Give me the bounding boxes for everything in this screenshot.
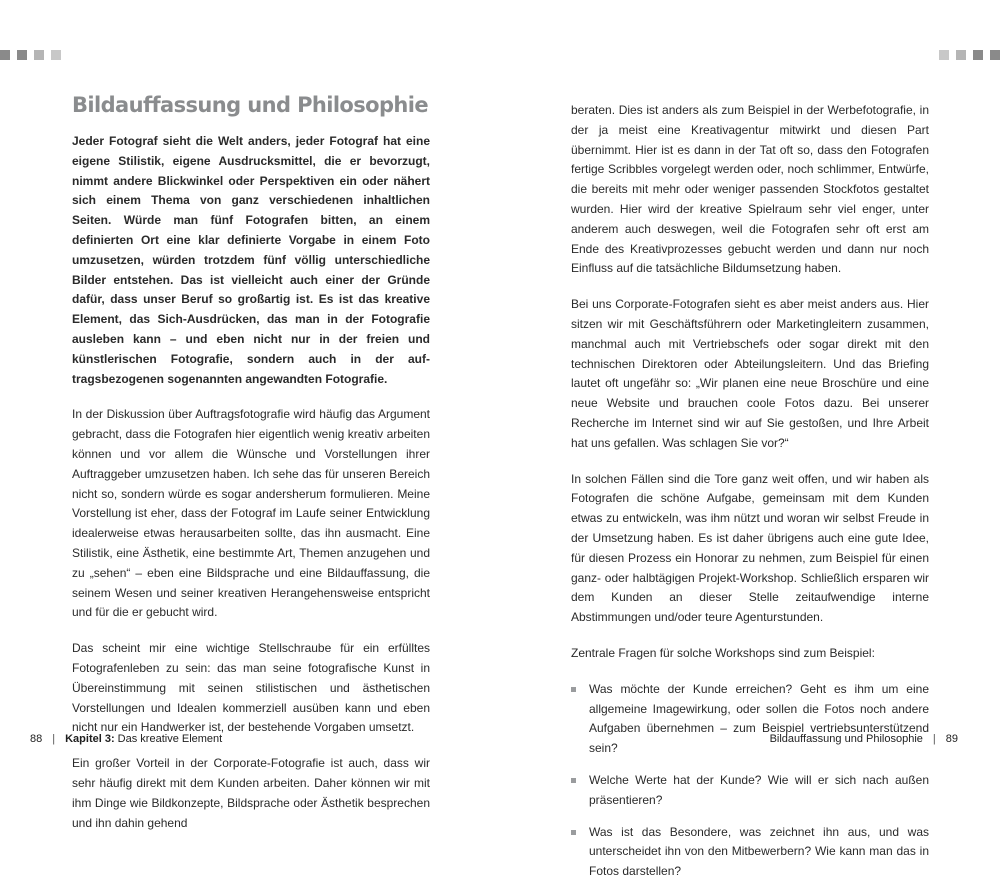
- body-paragraph: Ein großer Vorteil in der Corporate-Fotografie ist auch, dass wir sehr häufig direkt mit dem Kunden arbeiten. Daher können wir mit ihm Dinge wie Bildkonzepte, Bildsprache oder Ästhetik besprechen und ihn dahin gehend: [72, 756, 430, 830]
- question-list: [571, 680, 929, 882]
- body-paragraph: Bei uns Corporate-Fotografen sieht es aber meist anders aus. Hier sitzen wir mit Geschäftsführern oder Marketingleitern zusammen, manchmal auch mit Vertriebschefs oder sogar direkt mit den technischen Direktoren oder Abteilungsleitern. Und das Briefing lautet oft ungefähr so: „Wir planen eine neue Broschüre und eine neue Website und brauchen coole Fotos dazu. Bei unserer Recherche im Internet sind wir auf Sie gestoßen, und Ihre Arbeit hat uns gefallen. Was schlagen Sie vor?“: [571, 297, 929, 450]
- left-page-number: 88: [30, 733, 43, 745]
- decor-square: [17, 50, 27, 60]
- right-page-number: 89: [945, 733, 958, 745]
- footer-separator: |: [932, 733, 936, 745]
- square-bullet-icon: [571, 830, 576, 835]
- square-bullet-icon: [571, 687, 576, 692]
- left-page-decoration: [0, 50, 61, 60]
- body-paragraph: beraten. Dies ist anders als zum Beispiel in der Werbefotografie, in der ja meist eine Kreativagentur mitwirkt und diesen Part übernimmt. Hier ist es dann in der Tat oft so, dass den Fotografen fertige Scribbles vorgelegt werden oder, noch schlimmer, Entwürfe, die bereits mit mehr oder weniger passenden Stockfotos gestaltet wurden. Hier wird der kreative Spielraum sehr viel enger, unter anderem auch deswegen, weil die Fotografen sehr oft erst am Ende des Kreativprozesses gebucht werden und dann nur noch Einfluss auf die tatsächliche Bildumsetzung haben.: [571, 103, 929, 276]
- decor-square: [51, 50, 61, 60]
- decor-square: [973, 50, 983, 60]
- list-item: [571, 771, 929, 811]
- body-paragraph: In solchen Fällen sind die Tore ganz weit offen, und wir haben als Fotografen die schöne Aufgabe, gemeinsam mit dem Kunden etwas zu entwickeln, was ihm nützt und woran wir selbst Freude in der Umsetzung haben. Es ist daher übrigens auch eine gute Idee, für diesen Prozess ein Honorar zu nehmen, zum Beispiel für einen ganz- oder halbtägigen Projekt-Workshop. Schließlich ersparen wir dem Kunden an dieser Stelle zeitaufwendige interne Abstimmungen und/oder teure Agenturstunden.: [571, 471, 929, 625]
- body-paragraph: In der Diskussion über Auftragsfotografie wird häufig das Argument gebracht, dass die Fotografen hier eigentlich wenig kreativ arbeiten können und vor allem die Wünsche und Vorstellungen ihrer Auftraggeber umzusetzen haben. Ich sehe das für unseren Bereich nicht so, sondern würde es sogar andersherum formulieren. Meine Vorstellung ist eher, dass der Fotograf im Laufe seiner Entwicklung idealerweise etwas herausarbeiten sollte, das ihn ausmacht. Eine Stilistik, eine Ästhetik, eine bestimmte Art, Themen anzugehen und zu „sehen“ – eben eine Bildsprache und eine Bildauffassung, die seinem Wesen und seiner kreativen Herangehensweise entspricht und für die er gebucht wird.: [72, 407, 430, 620]
- decor-square: [34, 50, 44, 60]
- right-page-body: [571, 101, 929, 894]
- decor-square: [956, 50, 966, 60]
- body-paragraph: Das scheint mir eine wichtige Stellschraube für ein erfülltes Fotografenleben zu sein: das man seine fotografische Kunst in Übereinstimmung mit seinen stilistischen und ästhetischen Vorstellungen und Idealen kommerziell ausüben kann und eben nicht nur ein Handwerker ist, der bestehende Vorgaben umsetzt.: [72, 641, 430, 735]
- left-footer: [30, 733, 222, 745]
- section-heading: Bildauffassung und Philosophie: [72, 93, 429, 117]
- left-page: [72, 0, 430, 830]
- footer-separator: |: [52, 733, 56, 745]
- list-item-text: Welche Werte hat der Kunde? Wie will er sich nach außen präsentieren?: [589, 772, 929, 807]
- list-item: [571, 823, 929, 882]
- running-section-title: Bildauffassung und Philosophie: [769, 733, 923, 745]
- chapter-title: Das kreative Element: [114, 733, 223, 745]
- body-paragraph: Zentrale Fragen für solche Workshops sind zum Beispiel:: [571, 645, 875, 660]
- right-page-decoration: [939, 50, 1000, 60]
- lead-paragraph: Jeder Fotograf sieht die Welt anders, jeder Fotograf hat eine eigene Stilistik, eigene Ausdrucksmittel, die er bevorzugt, nimmt andere Blickwinkel oder Perspektiven ein oder nähert sich einem Thema von ganz verschiedenen inhaltlichen Seiten. Würde man fünf Fotografen bitten, an einem definierten Ort eine klar definierte Vorgabe in einem Foto umzusetzen, würden trotzdem fünf völlig unterschiedliche Bilder entstehen. Das ist vielleicht auch einer der Gründe dafür, dass unser Beruf so großartig ist. Es ist das kreative Element, das Sich-Ausdrücken, das man in der Fotografie ausleben kann – und eben nicht nur in der freien und künstlerischen Fotografie, sondern auch in der auftragsbezogenen sogenannten angewandten Fotografie.: [72, 134, 430, 386]
- decor-square: [939, 50, 949, 60]
- right-page: [571, 0, 929, 879]
- list-item-text: Was möchte der Kunde erreichen? Geht es ihm um eine allgemeine Imagewirkung, oder sollen die Fotos noch andere Aufgaben übernehmen – zum Beispiel vertriebsunterstützend sein?: [589, 681, 929, 756]
- right-footer: [770, 733, 958, 745]
- decor-square: [0, 50, 10, 60]
- list-item-text: Was ist das Besondere, was zeichnet ihn aus, und was unterscheidet ihn von den Mitbewerbern? Wie kann man das in Fotos darstellen?: [589, 824, 929, 879]
- chapter-label: Kapitel 3:: [65, 733, 115, 745]
- square-bullet-icon: [571, 778, 576, 783]
- decor-square: [990, 50, 1000, 60]
- list-item: [571, 680, 929, 759]
